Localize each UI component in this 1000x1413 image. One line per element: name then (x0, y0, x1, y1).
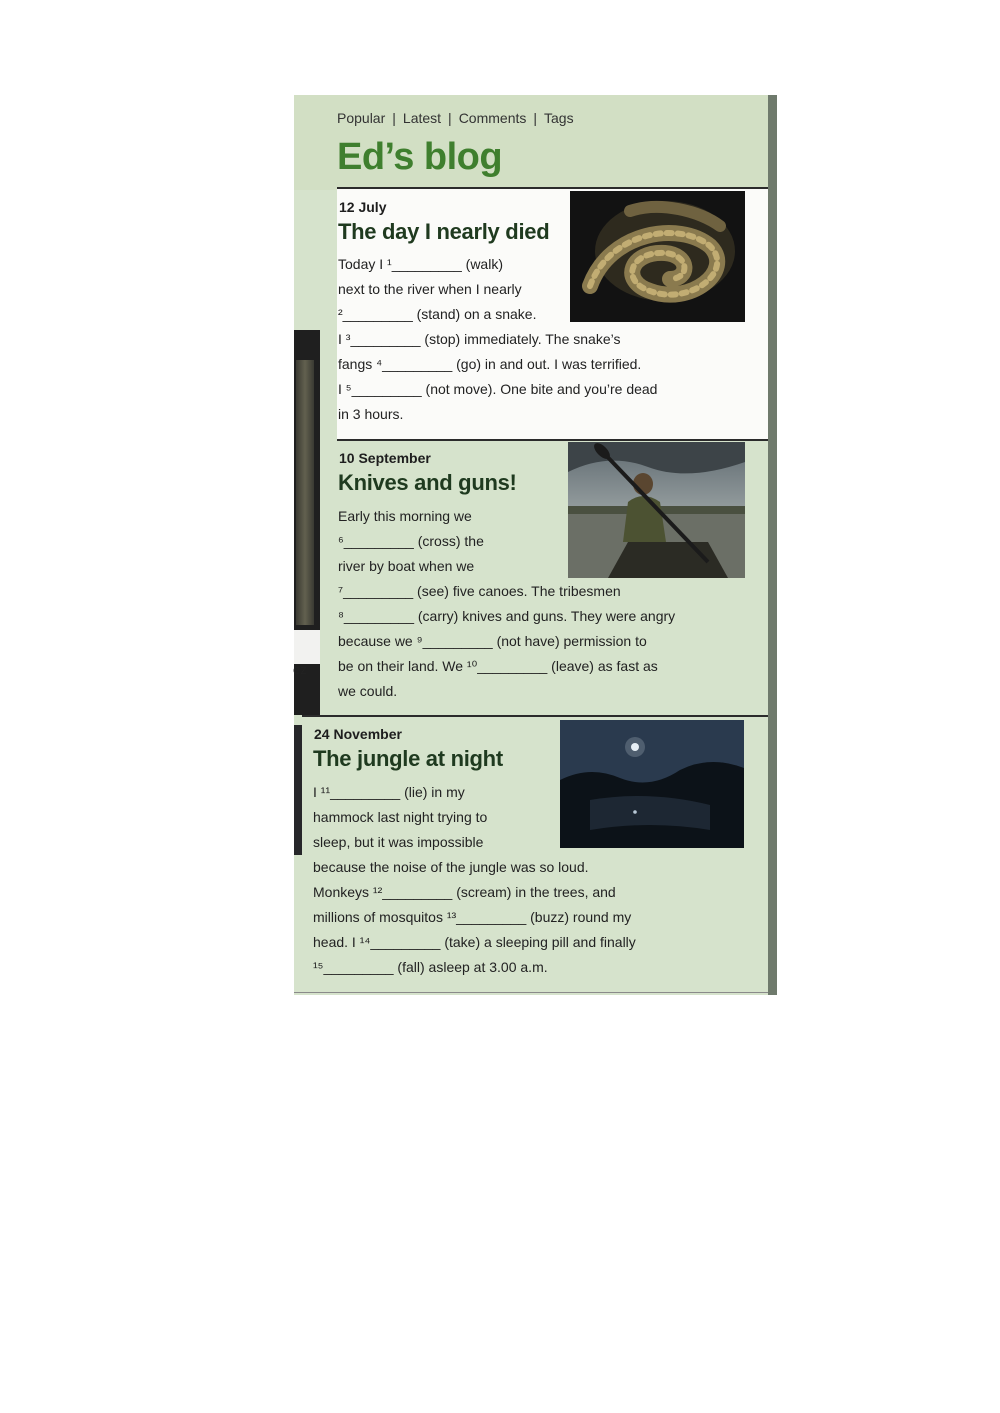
nav-comments[interactable]: Comments (458, 110, 527, 126)
adjacent-page-gap (294, 630, 320, 664)
post-date: 10 September (339, 450, 431, 466)
nav-separator: | (533, 110, 538, 126)
page-edge (768, 95, 777, 995)
exercise-line: we could. (338, 683, 398, 699)
exercise-line: I ⁵_________ (not move). One bite and you’re dead (338, 381, 658, 397)
post-divider (337, 439, 768, 441)
exercise-line: millions of mosquitos ¹³_________ (buzz) round my (313, 909, 632, 925)
nav-separator: | (448, 110, 452, 126)
post-title: The jungle at night (313, 746, 503, 771)
exercise-line: ⁷_________ (see) five canoes. The tribesmen (338, 583, 621, 599)
exercise-line: river by boat when we (338, 558, 475, 574)
exercise-line: next to the river when I nearly (338, 281, 522, 297)
exercise-line: ¹⁵_________ (fall) asleep at 3.00 a.m. (313, 959, 548, 975)
blog-nav (337, 110, 574, 126)
nav-popular[interactable]: Popular (337, 110, 386, 126)
page-shadow (294, 725, 302, 855)
exercise-line: because the noise of the jungle was so loud. (313, 859, 589, 875)
exercise-line: Monkeys ¹²_________ (scream) in the trees, and (313, 884, 616, 900)
post-date: 24 November (314, 726, 402, 742)
post-date: 12 July (339, 199, 387, 215)
nav-separator: | (392, 110, 396, 126)
exercise-line: fangs ⁴_________ (go) in and out. I was terrified. (338, 356, 642, 372)
exercise-line: I ³_________ (stop) immediately. The snake’s (338, 331, 621, 347)
exercise-line: because we ⁹_________ (not have) permission to (338, 633, 647, 649)
post-divider (302, 715, 768, 717)
exercise-line: hammock last night trying to (313, 809, 488, 825)
post-body (313, 780, 636, 980)
adjacent-page-text: ez (293, 662, 307, 677)
exercise-line: ⁶_________ (cross) the (338, 533, 484, 549)
exercise-line: head. I ¹⁴_________ (take) a sleeping pill and finally (313, 934, 636, 950)
exercise-line: Early this morning we (338, 508, 472, 524)
exercise-line: Today I ¹_________ (walk) (338, 256, 503, 272)
post-title: Knives and guns! (338, 470, 517, 495)
exercise-line: ²_________ (stand) on a snake. (338, 306, 537, 322)
post-body (338, 252, 657, 427)
exercise-line: ⁸_________ (carry) knives and guns. They were angry (338, 608, 676, 624)
adjacent-page-photo-detail (296, 360, 314, 625)
exercise-line: in 3 hours. (338, 406, 404, 422)
post-body (338, 504, 675, 704)
nav-tags[interactable]: Tags (544, 110, 574, 126)
page-bottom-edge (294, 992, 768, 993)
post-title: The day I nearly died (338, 219, 550, 244)
nav-latest[interactable]: Latest (402, 110, 442, 126)
exercise-line: sleep, but it was impossible (313, 834, 484, 850)
exercise-line: I ¹¹_________ (lie) in my (313, 784, 465, 800)
exercise-line: be on their land. We ¹⁰_________ (leave) as fast as (338, 658, 658, 674)
blog-title: Ed’s blog (337, 136, 503, 178)
